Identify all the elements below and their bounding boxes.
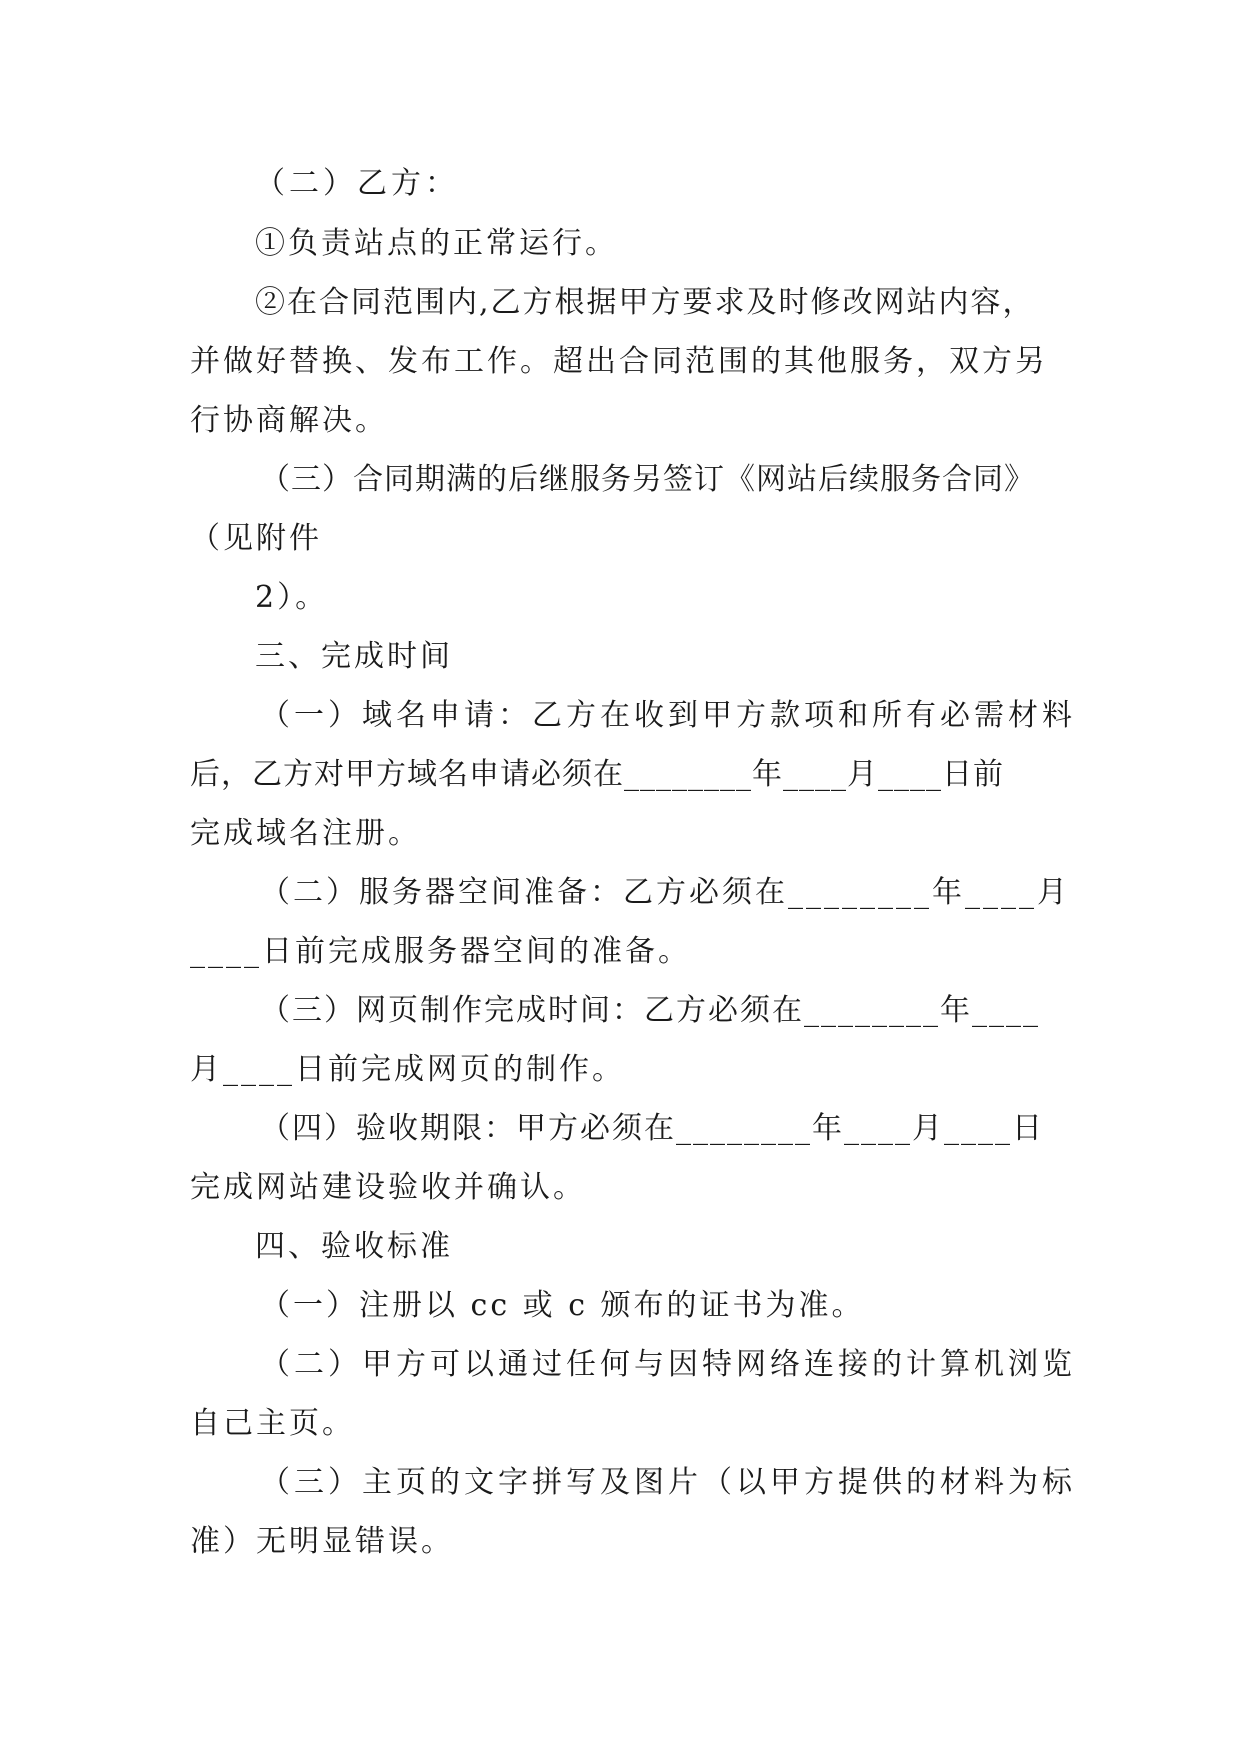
- section-heading-party-b: （二）乙方：: [255, 166, 459, 201]
- section-heading-completion-time: 三、完成时间: [255, 639, 453, 674]
- paragraph-line: 月____日前完成网页的制作。: [190, 1052, 625, 1087]
- paragraph-line: （四）验收期限：甲方必须在________年____月____日: [260, 1111, 1044, 1146]
- paragraph-line: （二）甲方可以通过任何与因特网络连接的计算机浏览: [260, 1347, 1076, 1382]
- paragraph-line: （一）注册以 cc 或 c 颁布的证书为准。: [260, 1288, 865, 1323]
- section-heading-acceptance-criteria: 四、验收标准: [255, 1229, 453, 1264]
- paragraph-line: 2）。: [255, 580, 329, 615]
- paragraph-line: 自己主页。: [190, 1406, 355, 1441]
- paragraph-line: （三）网页制作完成时间：乙方必须在________年____: [260, 993, 1040, 1028]
- paragraph-line: （三）主页的文字拼写及图片（以甲方提供的材料为标: [260, 1465, 1076, 1500]
- paragraph-line: 完成域名注册。: [190, 816, 421, 851]
- paragraph-line: 完成网站建设验收并确认。: [190, 1170, 586, 1205]
- paragraph-line: （一）域名申请：乙方在收到甲方款项和所有必需材料: [260, 698, 1076, 733]
- paragraph-line: （二）服务器空间准备：乙方必须在________年____月: [260, 875, 1070, 910]
- paragraph-line: ①负责站点的正常运行。: [255, 226, 618, 261]
- paragraph-line: （见附件: [190, 521, 322, 556]
- paragraph-line: 并做好替换、发布工作。超出合同范围的其他服务，双方另: [190, 344, 1048, 379]
- paragraph-line: （三）合同期满的后继服务另签订《网站后续服务合同》: [260, 462, 1035, 497]
- paragraph-line: 后，乙方对甲方域名申请必须在________年____月____日前: [190, 757, 1004, 792]
- paragraph-line: ____日前完成服务器空间的准备。: [190, 934, 691, 969]
- paragraph-line: ②在合同范围内,乙方根据甲方要求及时修改网站内容，: [255, 285, 1035, 320]
- paragraph-line: 行协商解决。: [190, 403, 388, 438]
- paragraph-line: 准）无明显错误。: [190, 1524, 454, 1559]
